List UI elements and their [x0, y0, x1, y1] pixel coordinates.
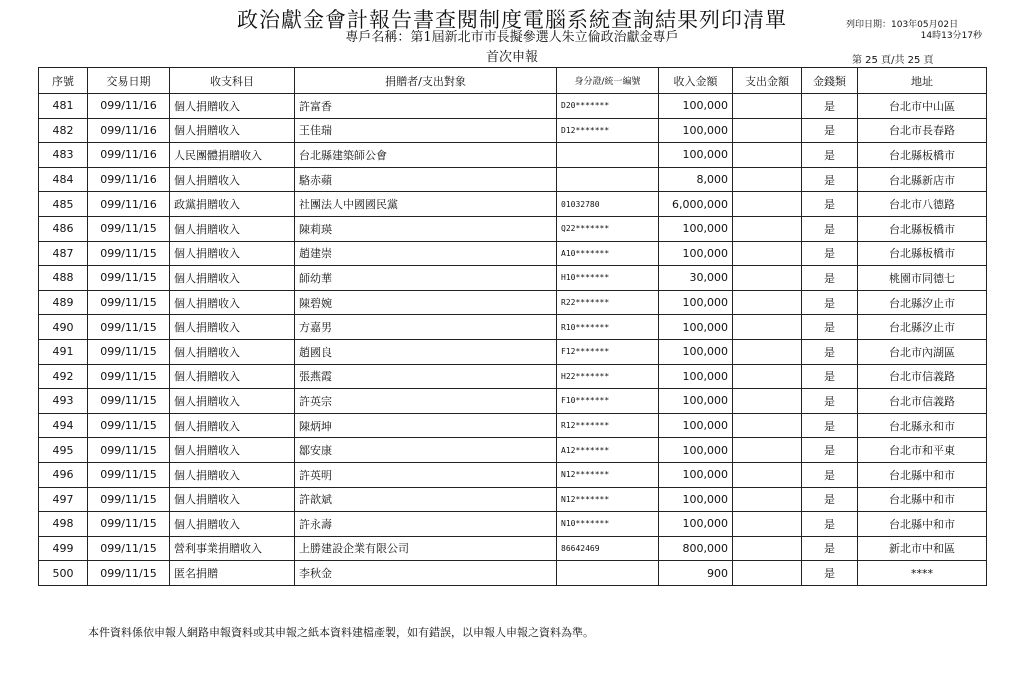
- donor-name-cell: 李秋金: [295, 561, 557, 586]
- expense-amount-cell: [733, 192, 802, 217]
- id-number-cell: [557, 561, 659, 586]
- transaction-date-cell: 099/11/16: [88, 118, 170, 143]
- row-number-cell: 489: [39, 290, 88, 315]
- cash-flag-cell: 是: [802, 389, 858, 414]
- income-amount-cell: 800,000: [659, 536, 733, 561]
- table-row: [39, 241, 987, 266]
- row-number-cell: 497: [39, 487, 88, 512]
- address-cell: 台北縣永和市: [858, 413, 987, 438]
- id-number-cell: D12*******: [557, 118, 659, 143]
- expense-amount-cell: [733, 339, 802, 364]
- income-amount-cell: 100,000: [659, 462, 733, 487]
- id-number-cell: Q22*******: [557, 216, 659, 241]
- transaction-date-cell: 099/11/15: [88, 389, 170, 414]
- transaction-date-cell: 099/11/15: [88, 536, 170, 561]
- cash-flag-cell: 是: [802, 315, 858, 340]
- cash-flag-cell: 是: [802, 413, 858, 438]
- donor-name-cell: 陳碧婉: [295, 290, 557, 315]
- address-cell: 台北市信義路: [858, 364, 987, 389]
- donor-name-cell: 王佳瑞: [295, 118, 557, 143]
- table-row: [39, 315, 987, 340]
- row-number-cell: 493: [39, 389, 88, 414]
- expense-amount-cell: [733, 389, 802, 414]
- account-category-cell: 個人捐贈收入: [170, 438, 295, 463]
- address-cell: 台北縣中和市: [858, 487, 987, 512]
- transaction-date-cell: 099/11/15: [88, 241, 170, 266]
- income-amount-cell: 100,000: [659, 364, 733, 389]
- account-category-cell: 個人捐贈收入: [170, 487, 295, 512]
- expense-amount-cell: [733, 315, 802, 340]
- row-number-cell: 481: [39, 94, 88, 119]
- row-number-cell: 492: [39, 364, 88, 389]
- cash-flag-cell: 是: [802, 536, 858, 561]
- header-row: [39, 68, 987, 94]
- table-row: [39, 487, 987, 512]
- expense-amount-cell: [733, 241, 802, 266]
- id-number-cell: 01032780: [557, 192, 659, 217]
- income-amount-cell: 100,000: [659, 438, 733, 463]
- id-number-cell: H22*******: [557, 364, 659, 389]
- row-number-cell: 498: [39, 512, 88, 537]
- address-cell: 台北市內湖區: [858, 339, 987, 364]
- cash-flag-cell: 是: [802, 364, 858, 389]
- donor-name-cell: 許英明: [295, 462, 557, 487]
- cash-flag-cell: 是: [802, 192, 858, 217]
- address-cell: 台北市八德路: [858, 192, 987, 217]
- expense-amount-cell: [733, 536, 802, 561]
- account-category-cell: 個人捐贈收入: [170, 167, 295, 192]
- donor-name-cell: 師幼華: [295, 266, 557, 291]
- report-title: 政治獻金會計報告書查閱制度電腦系統查詢結果列印清單: [237, 8, 787, 32]
- account-category-cell: 個人捐贈收入: [170, 216, 295, 241]
- row-number-cell: 484: [39, 167, 88, 192]
- transaction-date-cell: 099/11/16: [88, 94, 170, 119]
- cash-flag-cell: 是: [802, 512, 858, 537]
- income-amount-cell: 100,000: [659, 389, 733, 414]
- donor-name-cell: 許歆斌: [295, 487, 557, 512]
- address-cell: ****: [858, 561, 987, 586]
- id-number-cell: [557, 143, 659, 168]
- row-number-cell: 499: [39, 536, 88, 561]
- expense-amount-cell: [733, 167, 802, 192]
- donor-name-cell: 台北縣建築師公會: [295, 143, 557, 168]
- address-cell: 台北縣汐止市: [858, 315, 987, 340]
- column-header: 金錢類: [802, 68, 858, 94]
- donor-name-cell: 駱赤蘋: [295, 167, 557, 192]
- donor-name-cell: 許永壽: [295, 512, 557, 537]
- table-row: [39, 364, 987, 389]
- account-category-cell: 個人捐贈收入: [170, 118, 295, 143]
- donor-name-cell: 許英宗: [295, 389, 557, 414]
- income-amount-cell: 100,000: [659, 339, 733, 364]
- expense-amount-cell: [733, 216, 802, 241]
- transaction-date-cell: 099/11/16: [88, 167, 170, 192]
- account-category-cell: 個人捐贈收入: [170, 241, 295, 266]
- id-number-cell: R22*******: [557, 290, 659, 315]
- account-category-cell: 個人捐贈收入: [170, 94, 295, 119]
- table-row: [39, 413, 987, 438]
- donor-name-cell: 陳炳坤: [295, 413, 557, 438]
- address-cell: 台北市信義路: [858, 389, 987, 414]
- transaction-date-cell: 099/11/15: [88, 216, 170, 241]
- income-amount-cell: 100,000: [659, 512, 733, 537]
- id-number-cell: A10*******: [557, 241, 659, 266]
- table-row: [39, 536, 987, 561]
- id-number-cell: N12*******: [557, 462, 659, 487]
- address-cell: 台北縣板橋市: [858, 143, 987, 168]
- id-number-cell: N12*******: [557, 487, 659, 512]
- address-cell: 台北縣中和市: [858, 462, 987, 487]
- income-amount-cell: 100,000: [659, 315, 733, 340]
- expense-amount-cell: [733, 438, 802, 463]
- transaction-date-cell: 099/11/15: [88, 266, 170, 291]
- cash-flag-cell: 是: [802, 339, 858, 364]
- row-number-cell: 496: [39, 462, 88, 487]
- expense-amount-cell: [733, 487, 802, 512]
- expense-amount-cell: [733, 290, 802, 315]
- id-number-cell: A12*******: [557, 438, 659, 463]
- print-timestamp: [846, 20, 982, 42]
- transaction-date-cell: 099/11/15: [88, 290, 170, 315]
- row-number-cell: 490: [39, 315, 88, 340]
- table-row: [39, 462, 987, 487]
- table-row: [39, 561, 987, 586]
- income-amount-cell: 100,000: [659, 118, 733, 143]
- donor-name-cell: 陳莉瑛: [295, 216, 557, 241]
- account-category-cell: 個人捐贈收入: [170, 290, 295, 315]
- transaction-date-cell: 099/11/15: [88, 413, 170, 438]
- transaction-date-cell: 099/11/16: [88, 192, 170, 217]
- row-number-cell: 488: [39, 266, 88, 291]
- address-cell: 台北市中山區: [858, 94, 987, 119]
- donor-name-cell: 張燕霞: [295, 364, 557, 389]
- column-header: 交易日期: [88, 68, 170, 94]
- transaction-date-cell: 099/11/15: [88, 487, 170, 512]
- table-row: [39, 438, 987, 463]
- id-number-cell: R12*******: [557, 413, 659, 438]
- expense-amount-cell: [733, 462, 802, 487]
- account-category-cell: 個人捐贈收入: [170, 339, 295, 364]
- id-number-cell: F12*******: [557, 339, 659, 364]
- address-cell: 桃園市同德七: [858, 266, 987, 291]
- table-body: [39, 94, 987, 586]
- transaction-date-cell: 099/11/15: [88, 339, 170, 364]
- income-amount-cell: 100,000: [659, 487, 733, 512]
- account-name: 專戶名稱：第1屆新北市市長擬參選人朱立倫政治獻金專戶: [345, 30, 679, 45]
- account-category-cell: 個人捐贈收入: [170, 413, 295, 438]
- table-row: [39, 512, 987, 537]
- expense-amount-cell: [733, 118, 802, 143]
- account-category-cell: 營利事業捐贈收入: [170, 536, 295, 561]
- table-row: [39, 266, 987, 291]
- expense-amount-cell: [733, 512, 802, 537]
- row-number-cell: 487: [39, 241, 88, 266]
- print-date: 列印日期：103年05月02日: [846, 20, 959, 30]
- id-number-cell: H10*******: [557, 266, 659, 291]
- donor-name-cell: 方嘉男: [295, 315, 557, 340]
- expense-amount-cell: [733, 364, 802, 389]
- transaction-date-cell: 099/11/15: [88, 561, 170, 586]
- donor-name-cell: 趙國良: [295, 339, 557, 364]
- column-header: 收支科目: [170, 68, 295, 94]
- cash-flag-cell: 是: [802, 487, 858, 512]
- address-cell: 台北縣新店市: [858, 167, 987, 192]
- column-header: 序號: [39, 68, 88, 94]
- transaction-date-cell: 099/11/15: [88, 512, 170, 537]
- income-amount-cell: 100,000: [659, 94, 733, 119]
- income-amount-cell: 100,000: [659, 413, 733, 438]
- expense-amount-cell: [733, 266, 802, 291]
- column-header: 收入金額: [659, 68, 733, 94]
- expense-amount-cell: [733, 143, 802, 168]
- cash-flag-cell: 是: [802, 290, 858, 315]
- row-number-cell: 485: [39, 192, 88, 217]
- cash-flag-cell: 是: [802, 167, 858, 192]
- account-category-cell: 個人捐贈收入: [170, 266, 295, 291]
- cash-flag-cell: 是: [802, 266, 858, 291]
- table-row: [39, 339, 987, 364]
- address-cell: 台北縣汐止市: [858, 290, 987, 315]
- id-number-cell: R10*******: [557, 315, 659, 340]
- account-category-cell: 個人捐贈收入: [170, 389, 295, 414]
- donor-name-cell: 趙建崇: [295, 241, 557, 266]
- column-header: 支出金額: [733, 68, 802, 94]
- transaction-date-cell: 099/11/15: [88, 462, 170, 487]
- row-number-cell: 491: [39, 339, 88, 364]
- donor-name-cell: 許富香: [295, 94, 557, 119]
- cash-flag-cell: 是: [802, 216, 858, 241]
- donor-name-cell: 鄒安康: [295, 438, 557, 463]
- table-row: [39, 118, 987, 143]
- donor-name-cell: 上勝建設企業有限公司: [295, 536, 557, 561]
- income-amount-cell: 30,000: [659, 266, 733, 291]
- cash-flag-cell: 是: [802, 561, 858, 586]
- row-number-cell: 500: [39, 561, 88, 586]
- id-number-cell: D20*******: [557, 94, 659, 119]
- row-number-cell: 483: [39, 143, 88, 168]
- cash-flag-cell: 是: [802, 143, 858, 168]
- table-row: [39, 143, 987, 168]
- row-number-cell: 495: [39, 438, 88, 463]
- table-row: [39, 167, 987, 192]
- cash-flag-cell: 是: [802, 438, 858, 463]
- transaction-date-cell: 099/11/16: [88, 143, 170, 168]
- account-category-cell: 個人捐贈收入: [170, 364, 295, 389]
- income-amount-cell: 100,000: [659, 290, 733, 315]
- expense-amount-cell: [733, 561, 802, 586]
- row-number-cell: 494: [39, 413, 88, 438]
- expense-amount-cell: [733, 413, 802, 438]
- table-row: [39, 192, 987, 217]
- cash-flag-cell: 是: [802, 118, 858, 143]
- cash-flag-cell: 是: [802, 241, 858, 266]
- table-row: [39, 94, 987, 119]
- address-cell: 台北市和平東: [858, 438, 987, 463]
- income-amount-cell: 100,000: [659, 241, 733, 266]
- row-number-cell: 482: [39, 118, 88, 143]
- account-category-cell: 匿名捐贈: [170, 561, 295, 586]
- address-cell: 台北縣中和市: [858, 512, 987, 537]
- report-type: 首次申報: [485, 50, 538, 65]
- income-amount-cell: 8,000: [659, 167, 733, 192]
- account-category-cell: 政黨捐贈收入: [170, 192, 295, 217]
- table-row: [39, 216, 987, 241]
- table-header: [39, 68, 987, 94]
- column-header: 捐贈者/支出對象: [295, 68, 557, 94]
- column-header: 身分證/統一編號: [557, 68, 659, 94]
- transaction-date-cell: 099/11/15: [88, 315, 170, 340]
- print-time: 14時13分17秒: [920, 31, 982, 41]
- transaction-date-cell: 099/11/15: [88, 438, 170, 463]
- donation-table: [38, 67, 987, 586]
- id-number-cell: F10*******: [557, 389, 659, 414]
- account-category-cell: 人民團體捐贈收入: [170, 143, 295, 168]
- table-row: [39, 290, 987, 315]
- income-amount-cell: 6,000,000: [659, 192, 733, 217]
- address-cell: 新北市中和區: [858, 536, 987, 561]
- address-cell: 台北縣板橋市: [858, 241, 987, 266]
- income-amount-cell: 100,000: [659, 143, 733, 168]
- id-number-cell: N10*******: [557, 512, 659, 537]
- account-category-cell: 個人捐贈收入: [170, 462, 295, 487]
- table-row: [39, 389, 987, 414]
- income-amount-cell: 900: [659, 561, 733, 586]
- page-indicator: 第 25 頁/共 25 頁: [852, 55, 934, 66]
- income-amount-cell: 100,000: [659, 216, 733, 241]
- cash-flag-cell: 是: [802, 94, 858, 119]
- address-cell: 台北市長春路: [858, 118, 987, 143]
- row-number-cell: 486: [39, 216, 88, 241]
- donor-name-cell: 社團法人中國國民黨: [295, 192, 557, 217]
- footnote: 本件資料係依申報人網路申報資料或其申報之紙本資料建檔產製，如有錯誤，以申報人申報之資料為準。: [88, 626, 594, 639]
- id-number-cell: [557, 167, 659, 192]
- transaction-date-cell: 099/11/15: [88, 364, 170, 389]
- column-header: 地址: [858, 68, 987, 94]
- expense-amount-cell: [733, 94, 802, 119]
- cash-flag-cell: 是: [802, 462, 858, 487]
- id-number-cell: 86642469: [557, 536, 659, 561]
- address-cell: 台北縣板橋市: [858, 216, 987, 241]
- account-category-cell: 個人捐贈收入: [170, 315, 295, 340]
- account-category-cell: 個人捐贈收入: [170, 512, 295, 537]
